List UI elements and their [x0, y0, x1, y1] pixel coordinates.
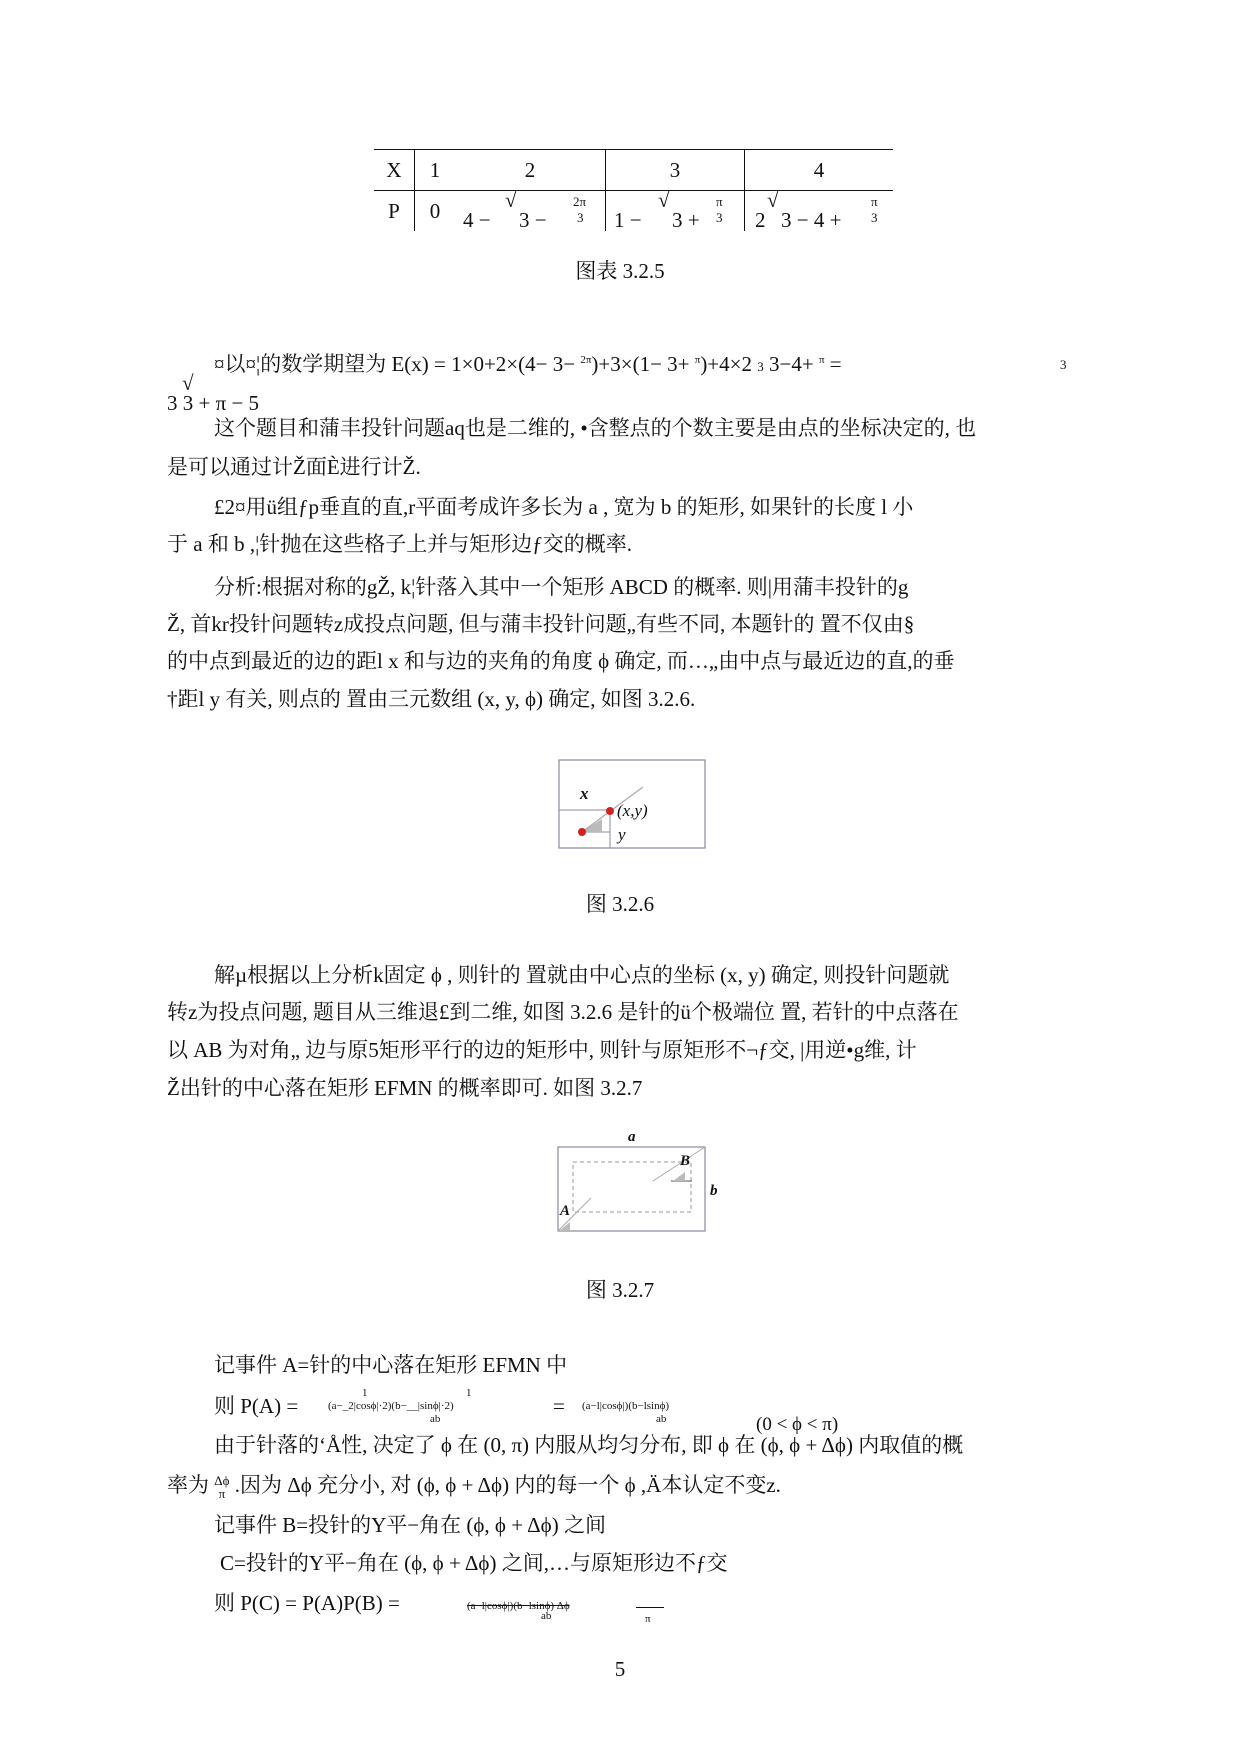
- frac-den: 3: [716, 210, 723, 225]
- paragraph-line: 这个题目和蒲丰投针问题aq也是二维的, •含整点的个数主要是由点的坐标决定的, 也: [214, 416, 977, 440]
- formula-text: 率为: [167, 1473, 209, 1497]
- label-B: B: [680, 1153, 691, 1169]
- cell-part: 3 −: [519, 208, 547, 232]
- label-a: a: [628, 1129, 636, 1145]
- formula-text: ¤以¤¦的数学期望为 E(x) = 1×0+2×(4− 3−: [214, 352, 581, 376]
- sqrt-sign: √: [182, 371, 194, 395]
- figure-caption: 图 3.2.7: [585, 1278, 655, 1302]
- cell-part: 1 −: [614, 208, 642, 232]
- table-header-cell: 1: [415, 150, 456, 191]
- event-c-definition: C=投针的Y平−角在 (ϕ, ϕ + Δϕ) 之间,…与原矩形边不ƒ交: [220, 1551, 728, 1575]
- midpoint-dot: [606, 807, 614, 815]
- range-annotation: (0 < ϕ < π): [756, 1414, 839, 1435]
- paragraph-line: Ž, 首kr投针问题转z成投点问题, 但与蒲丰投针问题„有些不同, 本题针的 置不仅由§: [167, 612, 915, 636]
- paragraph-line: 解µ根据以上分析k固定 ϕ , 则针的 置就由中心点的坐标 (x, y) 确定, 则投针问题就: [214, 963, 950, 987]
- frac-den: 3: [871, 210, 878, 225]
- pc-expression: (a−l|cosϕ|)(b−lsinϕ) Δϕ: [467, 1600, 570, 1612]
- event-a-definition: 记事件 A=针的中心落在矩形 EFMN 中: [214, 1353, 568, 1377]
- sqrt-sign: √: [505, 188, 517, 212]
- formula-den: ab: [541, 1610, 552, 1622]
- table-header-cell: 2: [455, 150, 606, 191]
- frac-num: π: [871, 194, 878, 209]
- formula-den: ab: [430, 1413, 441, 1425]
- paragraph-line: Ž出针的中心落在矩形 EFMN 的概率即可. 如图 3.2.7: [167, 1076, 643, 1100]
- label-y: y: [618, 825, 626, 844]
- rate-line: [167, 1472, 781, 1500]
- table-cell: [745, 188, 894, 232]
- cell-part: 4 −: [463, 208, 491, 232]
- table-header-cell: X: [374, 150, 415, 191]
- formula-sup: 1: [362, 1387, 368, 1399]
- probability-table: [374, 149, 893, 231]
- paragraph-line: 由于针落的‘Å性, 决定了 ϕ 在 (0, π) 内服从均匀分布, 即 ϕ 在 (ϕ, ϕ + Δϕ) 内取值的概: [214, 1433, 964, 1457]
- expectation-formula: [214, 347, 842, 380]
- endpoint-dot: [578, 828, 586, 836]
- cell-part: 2: [755, 208, 766, 232]
- pa-expression: (a−_2|cosϕ|·2)(b−__|sinϕ|·2): [328, 1400, 454, 1412]
- page-number: 5: [614, 1657, 626, 1681]
- table-row: [374, 150, 893, 191]
- formula-den: ab: [656, 1413, 667, 1425]
- table-cell: P: [374, 191, 415, 232]
- formula-sup: π: [694, 354, 701, 366]
- formula-sup: 2π: [580, 354, 592, 366]
- formula-sub: 3: [757, 359, 764, 374]
- label-x: x: [580, 784, 589, 803]
- paragraph-line: 于 a 和 b ,¦针抛在这些格子上并与矩形边ƒ交的概率.: [167, 532, 633, 556]
- pc-formula: 则 P(C) = P(A)P(B) =: [214, 1591, 400, 1615]
- table-cell: 0: [415, 191, 456, 232]
- paragraph-line: £2¤用ü组ƒp垂直的直,r平面考成许多长为 a , 宽为 b 的矩形, 如果针的长度 l 小: [214, 495, 914, 519]
- table-header-cell: 3: [606, 150, 745, 191]
- table-caption: 图表 3.2.5: [575, 259, 665, 283]
- formula-text: )+4×2: [700, 352, 758, 376]
- formula-text: =: [824, 352, 842, 376]
- formula-text: =: [553, 1394, 565, 1418]
- formula-text: )+3×(1− 3+: [591, 352, 695, 376]
- label-xy: (x,y): [617, 801, 648, 820]
- fraction: [214, 1474, 229, 1500]
- table-row: [374, 191, 893, 232]
- pa-formula: [214, 1393, 298, 1419]
- label-A: A: [560, 1203, 571, 1219]
- formula-sup: π: [818, 354, 825, 366]
- formula-text: 3−4+: [763, 352, 819, 376]
- table-cell: [455, 188, 606, 232]
- figure-rectangle-efmn: [553, 1128, 723, 1240]
- label-b: b: [710, 1183, 718, 1199]
- frac-num: π: [716, 194, 723, 209]
- formula-text: .因为 Δϕ 充分小, 对 (ϕ, ϕ + Δϕ) 内的每一个 ϕ ,Ä本认定不变z.: [229, 1473, 781, 1497]
- formula-text: 3: [1060, 357, 1067, 372]
- frac-num: 2π: [573, 194, 587, 209]
- pa-expression: (a−l|cosϕ|)(b−lsinϕ): [582, 1400, 670, 1412]
- formula-sup: 1: [466, 1387, 472, 1399]
- figure-caption: 图 3.2.6: [585, 892, 655, 916]
- formula-result: 3 3 + π − 5: [167, 391, 260, 415]
- paragraph-line: 转z为投点问题, 题目从三维退£到二维, 如图 3.2.6 是针的ü个极端位 置, 若针的中点落在: [167, 1000, 959, 1024]
- paragraph-line: 以 AB 为对角„ 边与原5矩形平行的边的矩形中, 则针与原矩形不¬ƒ交, |用逆•g维, 计: [167, 1038, 917, 1062]
- sqrt-sign: √: [658, 188, 670, 212]
- formula-text: 则 P(A) =: [214, 1394, 299, 1418]
- sqrt-sign: √: [767, 188, 779, 212]
- cell-part: 3 − 4 +: [781, 208, 842, 232]
- frac-den: 3: [577, 210, 584, 225]
- frac-den: π: [218, 1486, 226, 1502]
- rectangle-diagram: [553, 1128, 723, 1240]
- event-b-definition: 记事件 B=投针的Y平−角在 (ϕ, ϕ + Δϕ) 之间: [214, 1513, 606, 1537]
- paragraph-line: †距l y 有关, 则点的 置由三元数组 (x, y, ϕ) 确定, 如图 3.2.6.: [167, 687, 696, 711]
- paragraph-line: 是可以通过计Ž面È进行计Ž.: [167, 455, 421, 479]
- formula-den: π: [645, 1613, 651, 1625]
- table-cell: [606, 188, 745, 232]
- table-header-cell: 4: [745, 150, 894, 191]
- paragraph-line: 分析:根据对称的gŽ, k¦针落入其中一个矩形 ABCD 的概率. 则|用蒲丰投针的g: [214, 575, 909, 599]
- figure-needle-position: [558, 759, 706, 849]
- cell-part: 3 +: [672, 208, 700, 232]
- paragraph-line: 的中点到最近的边的距l x 和与边的夹角的角度 ϕ 确定, 而…„由中点与最近边的直,的垂: [167, 649, 955, 673]
- frac-num: Δϕ: [214, 1473, 230, 1489]
